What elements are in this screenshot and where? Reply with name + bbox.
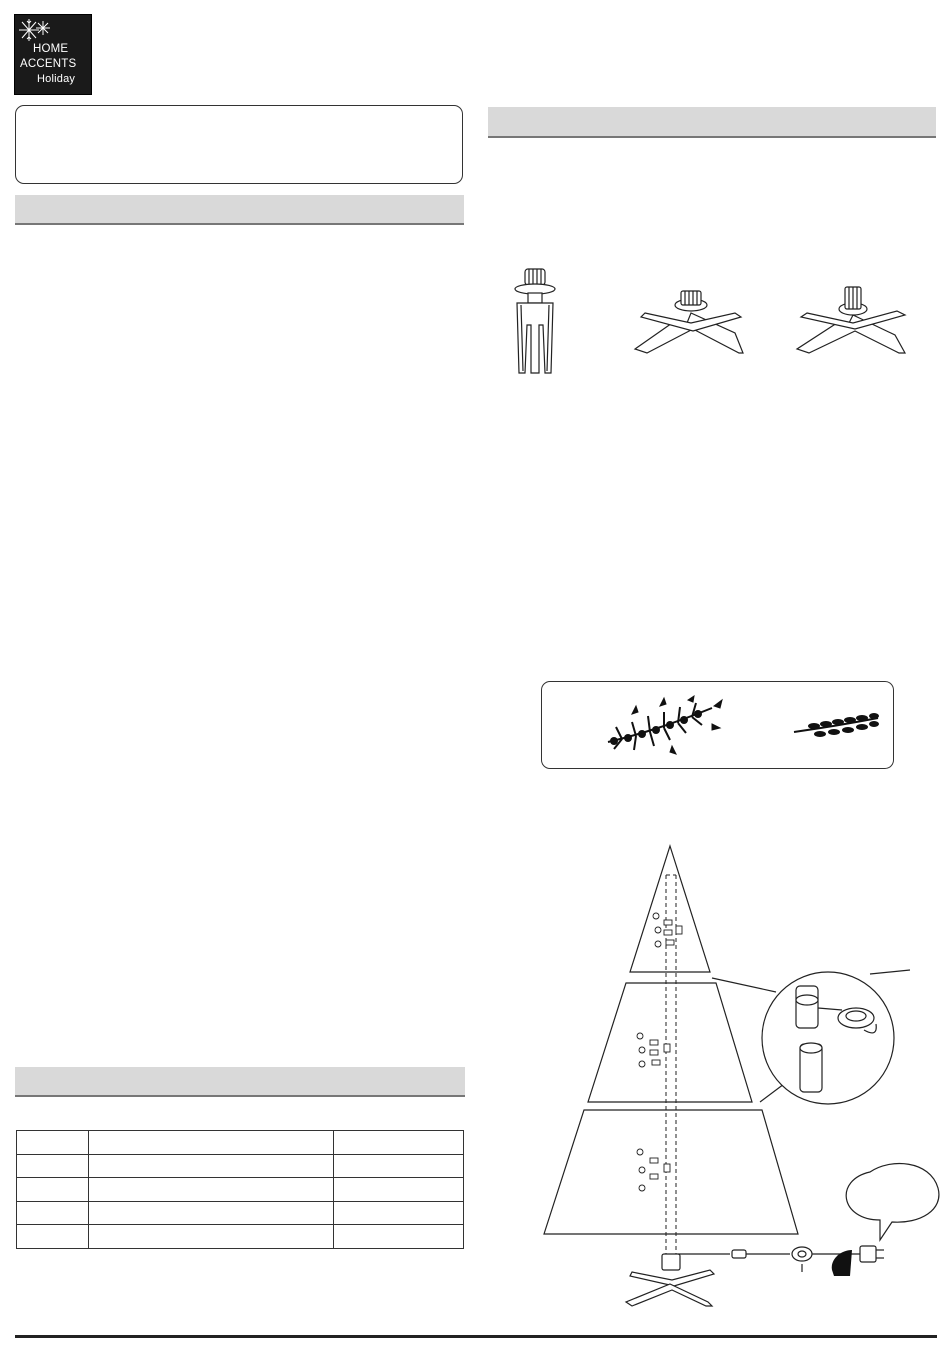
metal-stand-icon [635,291,743,353]
table-cell [89,1154,334,1178]
table-row [17,1201,464,1225]
notice-box [15,105,463,184]
tree-top-section [630,846,710,972]
table-row [17,1178,464,1202]
metal-stand-icon [626,1254,714,1306]
table-cell [89,1225,334,1249]
table-cell [333,1178,463,1202]
table-cell [17,1178,89,1202]
brand-logo [14,14,92,95]
tree-stand-illustrations [495,265,940,380]
tree-bottom-section [544,1110,798,1234]
fluffed-branch-icon [602,694,732,760]
brand-line-2: ACCENTS [20,58,77,70]
table-row [17,1225,464,1249]
table-cell [17,1225,89,1249]
tree-middle-section [588,983,752,1102]
section-header-bar [15,195,464,225]
table-cell [17,1201,89,1225]
table-row [17,1154,464,1178]
brand-line-1: HOME [33,43,69,55]
table-cell [89,1131,334,1155]
parts-table [16,1130,464,1249]
table-cell [89,1201,334,1225]
power-cord [678,1246,884,1272]
speech-bubble [846,1164,939,1240]
footer-rule [15,1335,937,1338]
brand-line-3: Holiday [37,73,76,85]
compressed-branch-icon [792,710,882,740]
table-cell [333,1154,463,1178]
tree-assembly-diagram [540,840,940,1310]
table-cell [333,1131,463,1155]
section-header-bar [15,1067,465,1097]
metal-stand-alt-icon [797,287,905,353]
section-header-bar [488,107,936,138]
snowflake-icon [17,17,53,45]
table-row [17,1131,464,1155]
table-cell [17,1154,89,1178]
stake-stand-icon [515,269,555,373]
table-cell [89,1178,334,1202]
branch-fluffing-box [541,681,894,769]
table-cell [333,1201,463,1225]
table-cell [333,1225,463,1249]
table-cell [17,1131,89,1155]
